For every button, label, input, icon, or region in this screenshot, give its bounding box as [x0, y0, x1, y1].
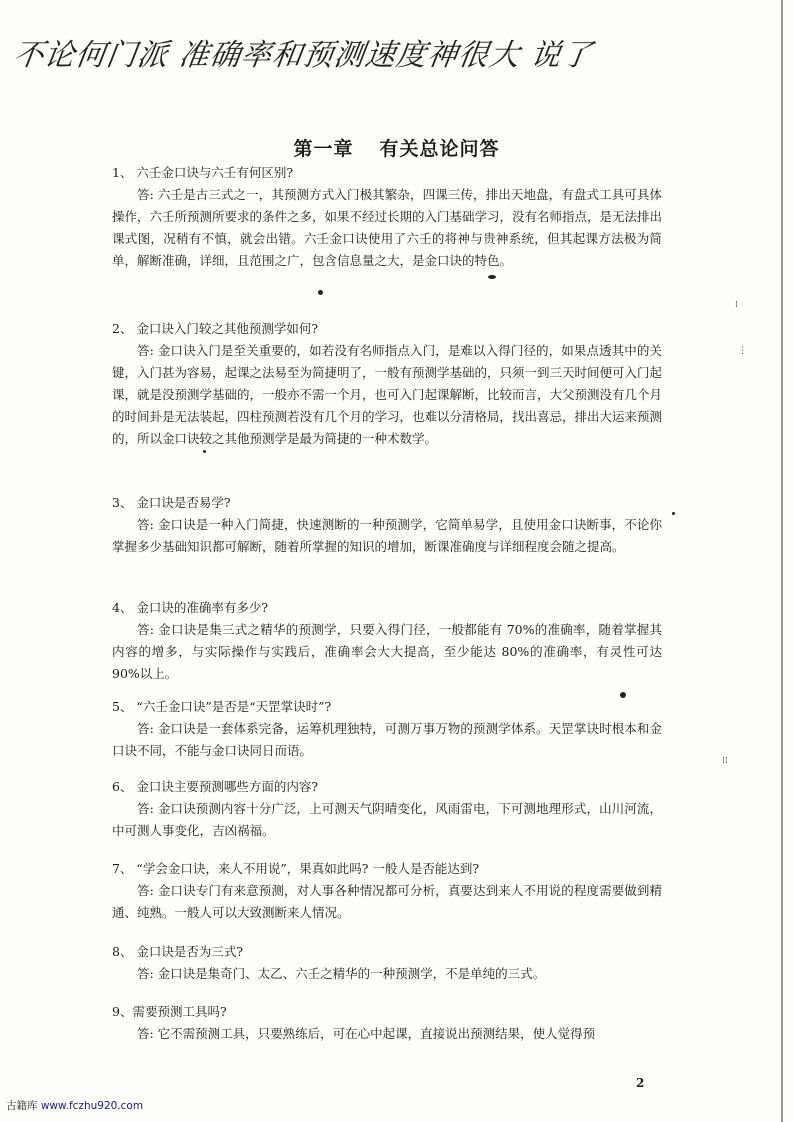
- qa-item-3: [112, 492, 662, 558]
- footer-label: 古籍库: [6, 1100, 38, 1112]
- answer-7: 答: 金口诀专门有来意预测，对人事各种情况都可分析，真要达到来人不用说的程度需要做到精通、纯熟。一般人可以大致测断来人情况。: [112, 883, 662, 920]
- answer-2: 答: 金口诀入门是至关重要的，如若没有名师指点入门，是难以入得门径的，如果点透其中的关键，入门甚为容易，起课之法易至为简捷明了，一般有预测学基础的，只须一到三天时间便可入门起课，就是没预测学基础的，一般亦不需一个月，也可入门起课解断，比较而言，大父预测没有几个月的时间卦是无法装起，四柱预测若没有几个月的学习，也难以分清格局，找出喜忌，排出大运来预测的，所以金口诀较之其他预测学是最为简捷的一种术数学。: [112, 343, 663, 446]
- question-5: 5、 “六壬金口诀”是否是“天罡掌诀时”?: [112, 699, 332, 714]
- qa-item-5: [112, 696, 662, 762]
- question-6: 6、 金口诀主要预测哪些方面的内容?: [112, 779, 319, 794]
- answer-9: 答: 它不需预测工具，只要熟练后，可在心中起课，直接说出预测结果，使人觉得预: [137, 1026, 596, 1041]
- qa-item-6: [112, 776, 662, 842]
- answer-6: 答: 金口诀预测内容十分广泛，上可测天气阴晴变化，风雨雷电，下可测地理形式，山川河流，中可测人事变化，吉凶祸福。: [112, 801, 662, 838]
- question-1: 1、 六壬金口诀与六壬有何区别?: [112, 165, 294, 180]
- qa-item-9: [112, 1001, 662, 1045]
- answer-8: 答: 金口诀是集奇门、太乙、六壬之精华的一种预测学，不是单纯的三式。: [137, 966, 546, 981]
- question-4: 4、 金口诀的准确率有多少?: [112, 600, 269, 615]
- margin-mark: ⋮: [738, 346, 747, 356]
- qa-item-1: [112, 162, 662, 272]
- scan-speck: [318, 290, 323, 295]
- answer-5: 答: 金口诀是一套体系完备，运筹机理独特，可测万事万物的预测学体系。天罡掌诀时根本和金口诀不同，不能与金口诀同日而语。: [112, 721, 662, 758]
- footer-site: www.fczhu920.com: [40, 1100, 144, 1112]
- chapter-number: 第一章: [293, 138, 354, 160]
- question-9: 9、需要预测工具吗?: [112, 1004, 227, 1019]
- chapter-heading: [0, 134, 793, 161]
- margin-mark: ⁞: [735, 300, 738, 310]
- margin-mark: ⁞⁞: [722, 756, 728, 766]
- page-number: 2: [636, 1076, 645, 1090]
- scan-speck: [203, 450, 206, 453]
- question-3: 3、 金口诀是否易学?: [112, 495, 231, 510]
- qa-item-2: [112, 318, 662, 450]
- question-2: 2、 金口诀入门较之其他预测学如何?: [112, 321, 319, 336]
- scan-speck: [620, 692, 626, 698]
- answer-4: 答: 金口诀是集三式之精华的预测学，只要入得门径，一般都能有 70%的准确率，随着掌握其内容的增多，与实际操作与实践后，准确率会大大提高，至少能达 80%的准确率，有灵性可达 90%以上。: [112, 622, 662, 681]
- footer-watermark: [6, 1098, 143, 1113]
- page-edge-line: [781, 0, 783, 1122]
- scan-speck: [672, 512, 675, 515]
- qa-item-4: [112, 597, 662, 685]
- answer-3: 答: 金口诀是一种入门简捷，快速测断的一种预测学，它简单易学，且使用金口诀断事，不论你掌握多少基础知识都可解断，随着所掌握的知识的增加，断课准确度与详细程度会随之提高。: [112, 517, 662, 554]
- qa-item-8: [112, 941, 662, 985]
- handwritten-note: 不论何门派 准确率和预测速度神很大 说了: [11, 38, 596, 73]
- chapter-title: 有关总论问答: [379, 138, 500, 160]
- question-8: 8、 金口诀是否为三式?: [112, 944, 244, 959]
- scan-speck: [488, 275, 496, 279]
- answer-1: 答: 六壬是古三式之一，其预测方式入门极其繁杂，四课三传，排出天地盘，有盘式工具可具体操作，六壬所预测所要求的条件之多，如果不经过长期的入门基础学习，没有名师指点，是无法排出课式图，况稍有不慎，就会出错。六壬金口诀使用了六壬的将神与贵神系统，但其起课方法极为简单，解断准确，详细，且范围之广，包含信息量之大，是金口诀的特色。: [112, 187, 663, 268]
- question-7: 7、 “学会金口诀，来人不用说”，果真如此吗? 一般人是否能达到?: [112, 861, 480, 876]
- qa-item-7: [112, 858, 662, 924]
